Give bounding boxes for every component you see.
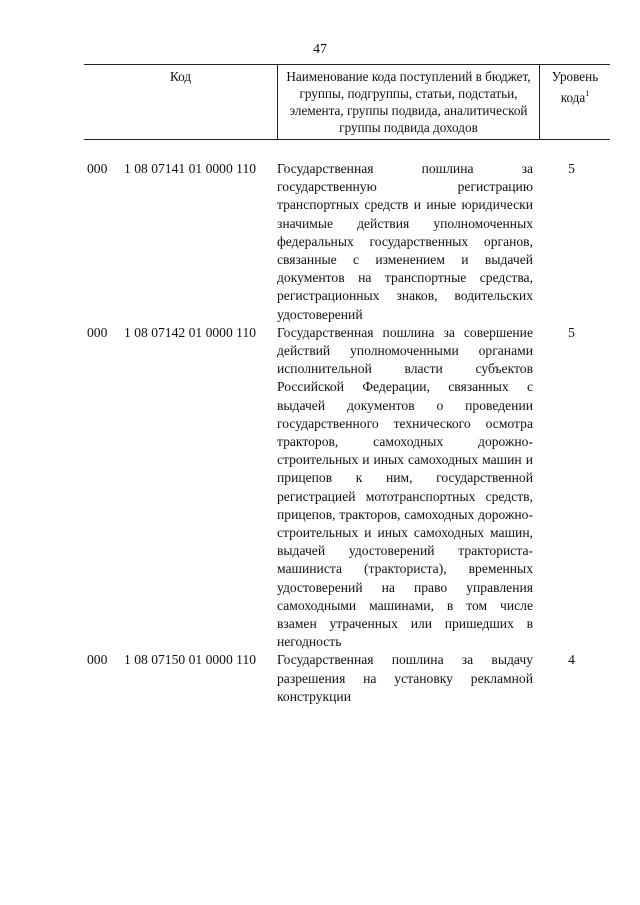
header-name: Наименование кода поступлений в бюджет, группы, подгруппы, статьи, подстатьи, элемента, группы подвида, аналитической группы подвида доходов <box>277 65 539 139</box>
income-name: Государственная пошлина за совершение действий уполномоченными органами исполнительной власти субъектов Российской Федерации, связанных с выдачей документов о проведении государственного технического осмотра тракторов, самоходных дорожно-строительных и иных самоходных машин и прицепов к ним, государственной регистрацией мототранспортных средств, прицепов, тракторов, самоходных дорожно-строительных и иных самоходных машин, выдачей удостоверений тракториста-машиниста (тракториста), временных удостоверений на право управления самоходными машинами, в том числе взамен утраченных или пришедших в негодность <box>277 324 533 650</box>
code-level: 4 <box>568 652 575 668</box>
header-level-footnote: 1 <box>585 89 590 98</box>
income-code: 1 08 07141 01 0000 110 <box>124 161 257 176</box>
page-number: 47 <box>313 42 327 57</box>
admin-code: 000 <box>87 161 108 176</box>
header-code: Код <box>169 69 192 84</box>
code-level: 5 <box>568 161 575 176</box>
header-level-label: Уровень кода <box>551 69 599 105</box>
table-body <box>84 160 610 706</box>
income-code: 1 08 07150 01 0000 110 <box>124 652 257 668</box>
income-code: 1 08 07142 01 0000 110 <box>124 324 257 340</box>
table-row <box>84 160 610 324</box>
header-level <box>539 65 610 139</box>
table-row <box>84 324 610 652</box>
admin-code: 000 <box>87 652 108 668</box>
table-row <box>84 651 610 706</box>
income-name: Государственная пошлина за государственную регистрацию транспортных средств и иные юридически значимые действия уполномоченных федеральных государственных органов, связанные с изменением и выдачей документов на транспортные средства, регистрационных знаков, водительских удостоверений <box>277 161 533 322</box>
code-level: 5 <box>568 324 575 340</box>
income-name: Государственная пошлина за выдачу разрешения на установку рекламной конструкции <box>277 652 533 704</box>
table-header <box>84 64 610 140</box>
admin-code: 000 <box>87 324 108 340</box>
